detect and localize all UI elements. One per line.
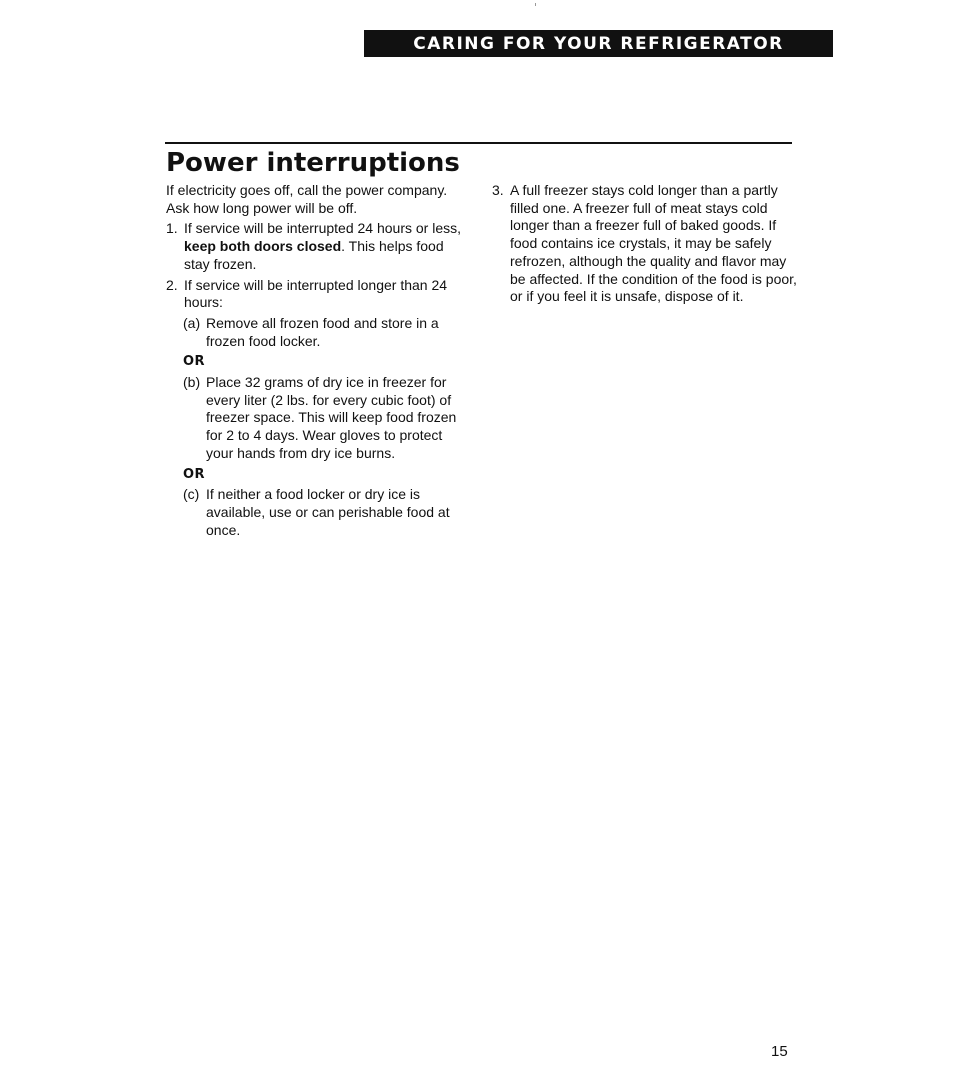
- or-separator: OR: [183, 354, 206, 370]
- title-rule: [165, 142, 792, 144]
- list-number: 1.: [166, 220, 178, 237]
- page-number: 15: [771, 1043, 788, 1060]
- list-text: If service will be interrupted longer than 24 hours:: [184, 276, 448, 311]
- list-text-after: . This helps food stay frozen.: [184, 238, 444, 272]
- page-title: Power interruptions: [166, 148, 460, 178]
- option-b: [166, 374, 466, 463]
- list-item-3: [492, 182, 797, 306]
- list-text-bold: keep both doors closed: [184, 238, 342, 255]
- option-text: Place 32 grams of dry ice in freezer for every liter (2 lbs. for every cubic foot) of freezer space. This will keep food frozen for 2 to 4 days. Wear gloves to protect your hands from dry ice burns.: [206, 374, 457, 461]
- right-column: [492, 182, 797, 306]
- option-letter: (a): [183, 314, 201, 331]
- option-letter: (b): [183, 374, 201, 391]
- list-number: 3.: [492, 182, 504, 198]
- option-text: Remove all frozen food and store in a frozen food locker.: [206, 314, 439, 349]
- list-item-2: [166, 277, 466, 312]
- option-letter: (c): [183, 486, 200, 503]
- left-column: [166, 182, 466, 539]
- list-text: A full freezer stays cold longer than a partly filled one. A freezer full of meat stays cold longer than a freezer full of baked goods. If food contains ice crystals, it may be safely refrozen, although the quality and flavor may be affected. If the condition of the food is poor, or if you feel it is unsafe, dispose of it.: [510, 182, 797, 305]
- or-separator: OR: [183, 466, 206, 482]
- option-c: [166, 486, 466, 539]
- scan-mark: [535, 3, 536, 6]
- section-header-title: CARING FOR YOUR REFRIGERATOR: [413, 33, 784, 54]
- option-text: If neither a food locker or dry ice is available, use or can perishable food at once.: [206, 486, 450, 538]
- intro-paragraph: If electricity goes off, call the power company. Ask how long power will be off.: [166, 182, 448, 216]
- list-number: 2.: [166, 276, 178, 293]
- option-a: [166, 315, 466, 350]
- list-item-1: [166, 220, 466, 273]
- list-text: If service will be interrupted 24 hours or less,: [184, 220, 462, 237]
- section-header-bar: [364, 30, 833, 57]
